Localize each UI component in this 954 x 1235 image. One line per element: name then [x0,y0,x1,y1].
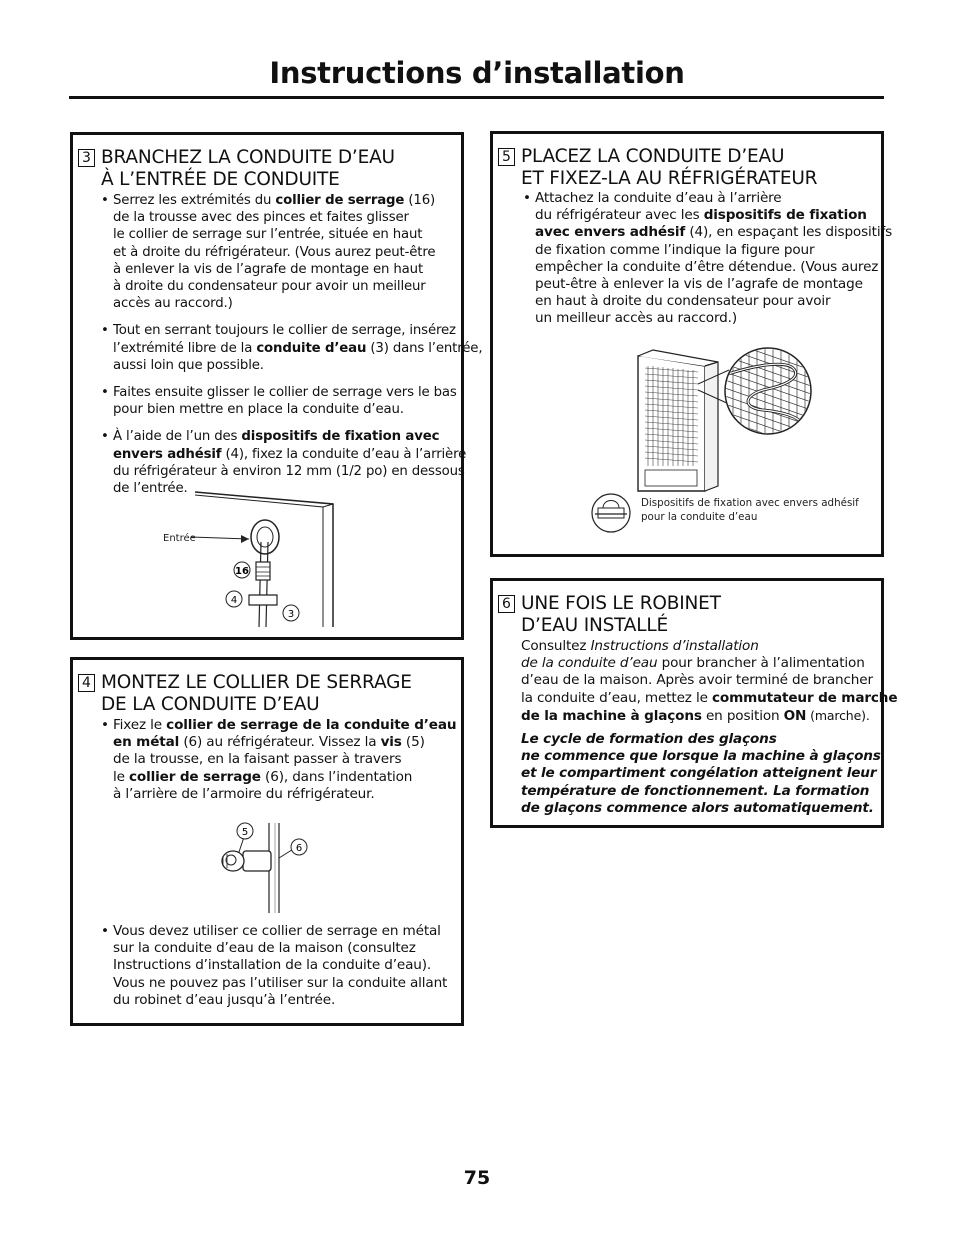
step4-body [101,717,461,809]
page-title: Instructions d’installation [269,56,685,90]
step5-box [490,131,893,557]
callout-4: 4 [230,595,238,606]
step4-figure-clamp [73,818,467,918]
step5-body [523,190,893,334]
step6-paragraph-2: Le cycle de formation des glaçons ne commence que lorsque la machine à glaçons et le compartiment congélation atteignent leur température de fonctionnement. La formation de glaçons commence alors automatiquement. [521,731,881,816]
step6-number: 6 [498,595,515,613]
step4-header [78,672,412,716]
callout-3: 3 [287,609,295,620]
step5-number: 5 [498,148,515,166]
step4-number: 4 [78,674,95,692]
step3-body [101,192,483,503]
title-rule [69,96,884,99]
step5-figure-refrigerator [493,346,887,546]
step3-number: 3 [78,149,95,167]
step4-body-2 [101,923,461,1015]
step6-paragraph-1: Consultez Instructions d’installation de la conduite d’eau pour brancher à l’alimentation d’eau de la maison. Après avoir terminé de brancher la conduite d’eau, mettez le commutateur de marche de la machine à glaçons en position ON (marche). [521,638,898,724]
step4-box [70,657,464,1026]
step3-bullet-4: • À l’aide de l’un des dispositifs de fixation avec envers adhésif (4), fixez la conduite d’eau à l’arrière du réfrigérateur à environ 12 mm (1/2 po) en dessous de l’entrée. [101,428,461,497]
step5-caption-l1: Dispositifs de fixation avec envers adhésif [641,497,859,509]
step4-bullet-2: • Vous devez utiliser ce collier de serrage en métal sur la conduite d’eau de la maison (consultez Instructions d’installation de la conduite d’eau). Vous ne pouvez pas l’utiliser sur la conduite allant du robinet d’eau jusqu’à l’entrée. [101,923,461,1009]
step5-bullet-1: • Attachez la conduite d’eau à l’arrière du réfrigérateur avec les dispositifs de fixation avec envers adhésif (4), en espaçant les dispositifs de fixation comme l’indique la figure pour empêcher la conduite d’être détendue. (Vous aurez peut-être à enlever la vis de l’agrafe de montage en haut à droite du condensateur pour avoir un meilleur accès au raccord.) [523,190,883,328]
step6-header [498,593,721,637]
step3-figure-inlet [73,487,467,637]
inlet-label: Entrée [163,533,196,544]
step4-bullet-1: • Fixez le collier de serrage de la conduite d’eau en métal (6) au réfrigérateur. Vissez la vis (5) de la trousse, en la faisant passer à travers le collier de serrage (6), dans l’indentation à l’arrière de l’armoire du réfrigérateur. [101,717,461,803]
step5-caption-l2: pour la conduite d’eau [641,511,758,523]
step6-box [490,578,898,828]
step3-box [70,132,483,640]
callout-6: 6 [295,843,303,854]
step6-body [521,638,898,817]
step5-title: PLACEZ LA CONDUITE D’EAU ET FIXEZ-LA AU RÉFRIGÉRATEUR [521,146,818,189]
callout-16: 16 [235,566,249,577]
step3-bullet-2: • Tout en serrant toujours le collier de serrage, insérez l’extrémité libre de la conduite d’eau (3) dans l’entrée, aussi loin que possible. [101,322,461,374]
step3-bullet-3: • Faites ensuite glisser le collier de serrage vers le bas pour bien mettre en place la conduite d’eau. [101,384,461,418]
page-number: 75 [463,1167,491,1189]
step3-bullet-1: • Serrez les extrémités du collier de serrage (16) de la trousse avec des pinces et faites glisser le collier de serrage sur l’entrée, située en haut et à droite du réfrigérateur. (Vous aurez peut-être à enlever la vis de l’agrafe de montage en haut à droite du condensateur pour avoir un meilleur accès au raccord.) [101,192,461,312]
step3-header [78,147,395,191]
step5-header [498,146,817,190]
step4-title: MONTEZ LE COLLIER DE SERRAGE DE LA CONDUITE D’EAU [101,672,412,715]
step3-title: BRANCHEZ LA CONDUITE D’EAU À L’ENTRÉE DE CONDUITE [101,147,395,190]
step6-title: UNE FOIS LE ROBINET D’EAU INSTALLÉ [521,593,721,636]
callout-5: 5 [241,827,249,838]
